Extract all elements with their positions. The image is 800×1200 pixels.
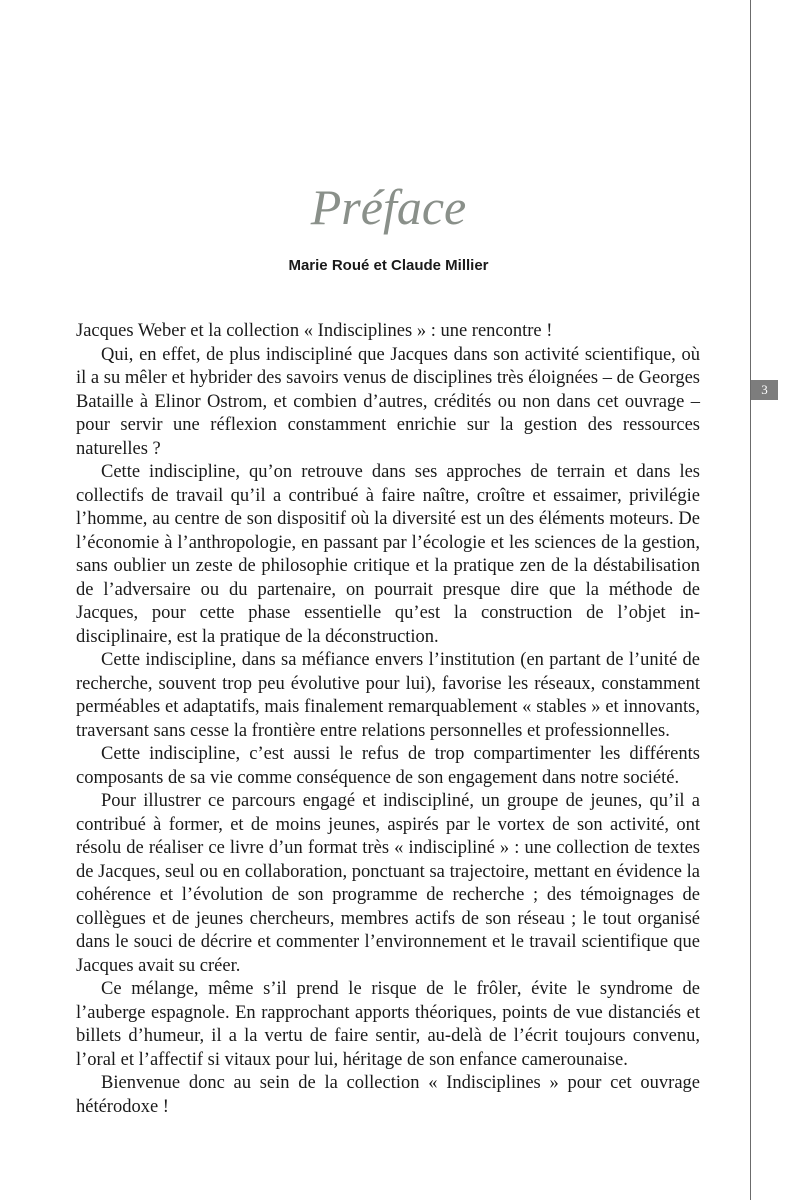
- paragraph-6: Pour illustrer ce parcours engagé et indiscipliné, un groupe de jeunes, qu’il a contribué à former, et de moins jeunes, aspirés par le vortex de son activité, ont résolu de réaliser ce livre d’un format très « indiscipliné » : une collection de textes de Jacques, seul ou en collaboration, ponctuant sa trajectoire, mettant en évidence la cohérence et l’évolution de son programme de recherche ; des témoignages de collègues et de jeunes chercheurs, membres actifs de son réseau ; le tout organisé dans le souci de décrire et commenter l’environnement et le travail scientifique que Jacques avait su créer.: [76, 791, 700, 976]
- page-title: Préface: [310, 179, 467, 235]
- page-number: 3: [761, 382, 768, 397]
- paragraph-8: Bienvenue donc au sein de la collection « Indisciplines » pour cet ouvrage hétérodoxe !: [76, 1073, 700, 1117]
- paragraph-4: Cette indiscipline, dans sa méfiance envers l’institution (en partant de l’unité de recherche, souvent trop peu évolutive pour lui), favorise les réseaux, constamment perméables et adaptatifs, mais finalement remarquablement « stables » et innovants, traversant sans cesse la frontière entre relations personnelles et professionnelles.: [76, 650, 700, 741]
- paragraph-2: Qui, en effet, de plus indiscipliné que Jacques dans son activité scientifique, où il a su mêler et hybrider des savoirs venus de disciplines très éloignées – de Georges Bataille à Elinor Ostrom, et combien d’autres, crédités ou non dans cet ouvrage – pour servir une réflexion constamment enrichie sur la gestion des ressources naturelles ?: [76, 344, 700, 459]
- authors-line: Marie Roué et Claude Millier: [288, 257, 489, 274]
- paragraph-7: Ce mélange, même s’il prend le risque de le frôler, évite le syndrome de l’auberge espagnole. En rapprochant apports théoriques, points de vue distanciés et billets d’humeur, il a la vertu de faire sentir, au-delà de l’écrit toujours convenu, l’oral et l’affectif si vitaux pour lui, héritage de son enfance camerounaise.: [76, 979, 700, 1070]
- body-text: [76, 320, 700, 1119]
- paragraph-5: Cette indiscipline, c’est aussi le refus de trop compartimenter les différents composants de sa vie comme conséquence de son engagement dans notre société.: [76, 744, 700, 788]
- paragraph-1: Jacques Weber et la collection « Indisciplines » : une rencontre !: [76, 321, 553, 341]
- page-number-tab: [751, 380, 778, 400]
- paragraph-3: Cette indiscipline, qu’on retrouve dans ses approches de terrain et dans les collectifs de travail qu’il a contribué à faire naître, croître et essaimer, privilégie l’homme, au centre de son dispositif où la diversité est un des éléments moteurs. De l’économie à l’anthropologie, en passant par l’écologie et les sciences de la gestion, sans oublier un zeste de philosophie critique et la pratique zen de la déstabilisation de l’adversaire ou du partenaire, on pourrait presque dire que la méthode de Jacques, pour cette phase essentielle qu’est la construction de l’objet in-disciplinaire, est la pratique de la déconstruction.: [76, 462, 700, 647]
